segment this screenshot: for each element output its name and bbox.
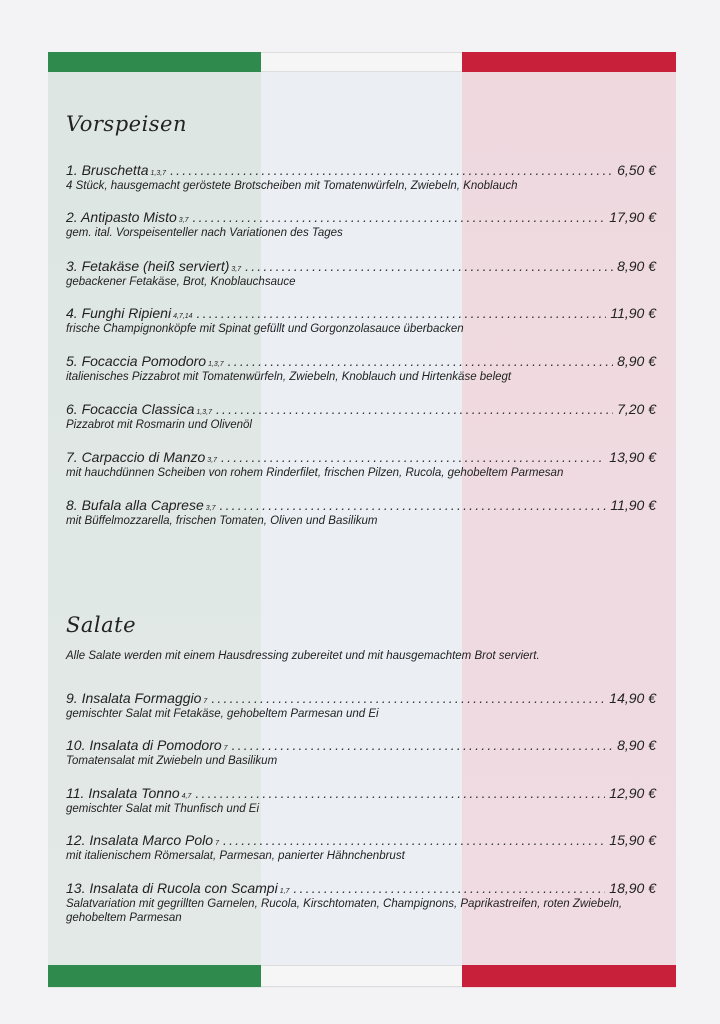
- menu-item: [66, 690, 656, 721]
- menu-item-name: 5. Focaccia Pomodoro: [66, 353, 207, 369]
- menu-item-price: 8,90 €: [617, 353, 656, 369]
- dot-leader: [223, 832, 605, 848]
- bottom-bar-white: [261, 965, 462, 987]
- menu-item-price: 17,90 €: [609, 209, 656, 225]
- menu-item-name: 1. Bruschetta: [66, 162, 149, 178]
- menu-item-price: 12,90 €: [609, 785, 656, 801]
- menu-item-line: [66, 880, 656, 896]
- menu-item-line: [66, 497, 656, 513]
- menu-item-price: 15,90 €: [609, 832, 656, 848]
- menu-item-line: [66, 690, 656, 706]
- menu-item-line: [66, 353, 656, 369]
- allergen-codes: 3,7: [178, 217, 189, 224]
- menu-item-name: 9. Insalata Formaggio: [66, 690, 202, 706]
- allergen-codes: 3,7: [207, 457, 218, 464]
- menu-item-description: gem. ital. Vorspeisenteller nach Variationen des Tages: [66, 227, 343, 239]
- section-title-starters: Vorspeisen: [66, 112, 188, 136]
- allergen-codes: 7: [203, 698, 208, 705]
- dot-leader: [216, 401, 613, 417]
- dot-leader: [245, 258, 613, 274]
- dot-leader: [170, 162, 613, 178]
- menu-item: [66, 880, 656, 925]
- allergen-codes: 1,3,7: [150, 170, 167, 177]
- allergen-codes: 4,7,14: [173, 313, 193, 320]
- menu-item-price: 11,90 €: [610, 305, 656, 321]
- menu-item-name: 2. Antipasto Misto: [66, 209, 177, 225]
- dot-leader: [195, 785, 605, 801]
- menu-item-name: 12. Insalata Marco Polo: [66, 832, 214, 848]
- menu-item-description: mit hauchdünnen Scheiben von rohem Rinderfilet, frischen Pilzen, Rucola, gehobeltem Parmesan: [66, 467, 564, 479]
- allergen-codes: 1,7: [279, 888, 290, 895]
- dot-leader: [228, 353, 613, 369]
- menu-item-description: Salatvariation mit gegrillten Garnelen, Rucola, Kirschtomaten, Champignons, Paprikastreifen, roten Zwiebeln, gehobeltem Parmesan: [66, 898, 623, 924]
- menu-item-name: 4. Funghi Ripieni: [66, 305, 172, 321]
- section-title-salads: Salate: [66, 613, 137, 637]
- menu-item-price: 18,90 €: [609, 880, 656, 896]
- menu-item-line: [66, 449, 656, 465]
- menu-item-name: 7. Carpaccio di Manzo: [66, 449, 206, 465]
- allergen-codes: 3,7: [205, 505, 216, 512]
- menu-item: [66, 353, 656, 384]
- allergen-codes: 7: [223, 745, 228, 752]
- menu-item-description: Pizzabrot mit Rosmarin und Olivenöl: [66, 419, 252, 431]
- menu-item-description: Tomatensalat mit Zwiebeln und Basilikum: [66, 755, 278, 767]
- menu-item-name: 6. Focaccia Classica: [66, 401, 195, 417]
- menu-item-name: 8. Bufala alla Caprese: [66, 497, 204, 513]
- menu-item: [66, 162, 656, 193]
- menu-item-name: 11. Insalata Tonno: [66, 785, 180, 801]
- allergen-codes: 4,7: [181, 793, 192, 800]
- bottom-bar-green: [48, 965, 261, 987]
- menu-item-line: [66, 305, 656, 321]
- dot-leader: [221, 449, 605, 465]
- allergen-codes: 3,7: [231, 266, 242, 273]
- menu-item-price: 7,20 €: [617, 401, 656, 417]
- menu-item-line: [66, 737, 656, 753]
- menu-item-description: gebackener Fetakäse, Brot, Knoblauchsauce: [66, 276, 296, 288]
- top-bar-green: [48, 52, 261, 72]
- top-bar-white: [261, 52, 462, 72]
- salads-note: Alle Salate werden mit einem Hausdressing zubereitet und mit hausgemachtem Brot serviert.: [66, 650, 540, 662]
- menu-item: [66, 497, 656, 528]
- dot-leader: [293, 880, 605, 896]
- allergen-codes: 7: [215, 840, 219, 847]
- menu-item: [66, 258, 656, 289]
- bottom-bar-red: [462, 965, 676, 987]
- menu-item-description: gemischter Salat mit Thunfisch und Ei: [66, 803, 260, 815]
- menu-item-description: italienisches Pizzabrot mit Tomatenwürfeln, Zwiebeln, Knoblauch und Hirtenkäse belegt: [66, 371, 512, 383]
- menu-item-price: 13,90 €: [609, 449, 656, 465]
- menu-item-price: 11,90 €: [610, 497, 656, 513]
- allergen-codes: 1,3,7: [208, 361, 224, 368]
- menu-item-description: mit italienischem Römersalat, Parmesan, panierter Hähnchenbrust: [66, 850, 405, 862]
- menu-item-line: [66, 785, 656, 801]
- menu-item-description: mit Büffelmozzarella, frischen Tomaten, Oliven und Basilikum: [66, 515, 378, 527]
- dot-leader: [211, 690, 605, 706]
- menu-item-line: [66, 162, 656, 178]
- menu-item-description: gemischter Salat mit Fetakäse, gehobeltem Parmesan und Ei: [66, 708, 379, 720]
- menu-item-price: 8,90 €: [617, 737, 656, 753]
- menu-item-price: 6,50 €: [617, 162, 656, 178]
- dot-leader: [232, 737, 614, 753]
- menu-item: [66, 305, 656, 336]
- menu-item-price: 14,90 €: [609, 690, 656, 706]
- menu-item-line: [66, 832, 656, 848]
- menu-item-line: [66, 401, 656, 417]
- menu-item-description: frische Champignonköpfe mit Spinat gefüllt und Gorgonzolasauce überbacken: [66, 323, 464, 335]
- menu-item-line: [66, 209, 656, 225]
- menu-item-name: 10. Insalata di Pomodoro: [66, 737, 222, 753]
- menu-item: [66, 785, 656, 816]
- menu-item-name: 13. Insalata di Rucola con Scampi: [66, 880, 278, 896]
- allergen-codes: 1,3,7: [196, 409, 212, 416]
- top-bar-red: [462, 52, 676, 72]
- dot-leader: [197, 305, 607, 321]
- menu-item: [66, 737, 656, 768]
- dot-leader: [193, 209, 606, 225]
- menu-item-line: [66, 258, 656, 274]
- menu-item: [66, 832, 656, 863]
- menu-item-name: 3. Fetakäse (heiß serviert): [66, 258, 230, 274]
- menu-item: [66, 401, 656, 432]
- menu-item-price: 8,90 €: [617, 258, 656, 274]
- menu-item: [66, 449, 656, 480]
- menu-item: [66, 209, 656, 240]
- dot-leader: [220, 497, 607, 513]
- menu-item-description: 4 Stück, hausgemacht geröstete Brotscheiben mit Tomatenwürfeln, Zwiebeln, Knoblauch: [66, 180, 518, 192]
